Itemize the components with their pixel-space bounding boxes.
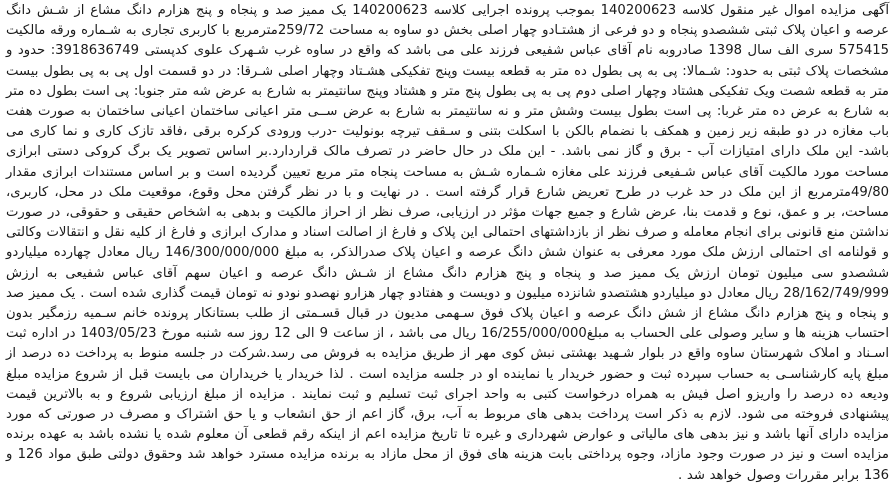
auction-notice-text: آگهی مزایده اموال غیر منقول کلاسه 140200623 بموجب پرونده اجرایی کلاسه 140200623 یک ممیز صد و پنجاه و پنج هزارم دانگ مشاع از شـش دانگ عرصه و اعیان پلاک ثبتی ششصدو پنجاه و دو فرعی از هشتـادو چهار اصلی بخش دو ساوه به مساحت 259/72مترمربع با کاربری تجاری به شـماره ورقه مالکیت 575415 سری الف سال 1398 صادروبه نام آقای عباس شفیعی فرزند علی می باشد که واقع در ساوه غرب شـهرک علوی کدپستی 3918636749: حدود و مشخصات پلاک ثبتی به حدود: شـمالا: پی به پی بطول ده متر به قطعه بیست وپنج تفکیکی هشـتاد وچهار اصلی شـرقا: در دو قسمت اول پی به پی بطول بیست متر به قطعه شصت ویک تفکیکی هشتاد وچهار اصلی دوم پی به پی بطول پنج متر و هشتاد وپنج سانتیمتر به شارع به عرض شه متر جنوبا: پی است بطول ده متر به شارع به عرض ده متر غربا: پی است بطول بیست وشش متر و نه سانتیمتر به شارع به عرض ســی متر اعیانی ساختمان اعیانی ساختمان به صورت هفت باب مغازه در دو طبقه زیر زمین و همکف با نضمام بالکن با اسکلت بتنی و سـقف تیرچه بونولیت -درب ورودی کرکره برقی ،فاقد تازک کاری و نما کاری می باشد- این ملک دارای امتیازات آب - برق و گاز نمی باشد. - این ملک در حال حاضر در تصرف مالک قراردارد.بر اساس تصویر یک برگ کروکی دستی ابرازی مساحت مورد مالکیت آقای عباس شـفیعی فرزند علی مغازه شـماره شـش به مساحت پنجاه متر مربع تعیین گردیده است و بر اساس مستندات ابرازی مقدار 49/80مترمربع از این ملک در حد غرب در طرح تعریض شارع قرار گرفته است . در نهایت و با در نظر گرفتن محل وقوع، موقعیت ملک در محل، کاربری، مساحت، بر و عمق، نوع و قدمت بنا، عرض شارع و جمیع جهات مؤثر در ارزیابی، صرف نظر از احراز مالکیت و بدهی به اشخاص حقیقی و حقوقی، در صورت نداشتن منع قانونی برای انجام معامله و صرف نظر از بازداشتهای احتمالی این پلاک و فارغ از اصالت اسناد و مدارک ابرازی و فارغ از کلیه نقل و انتقالات وکالتی و قولنامه ای احتمالی ارزش ملک مورد معرفی به عنوان شش دانگ عرصه و اعیان پلاک صدرالذکر، به مبلغ 146/300/000/000 ریال معادل چهارده میلیاردو ششصدو سی میلیون تومان ارزش یک ممیز صد و پنجاه و پنج هزارم دانگ مشاع از شـش دانگ عرصه و اعیان سهم آقای عباس شفیعی به ارزش 28/162/749/999 ریال معادل دو میلیاردو هشتصدو شانزده میلیون و دویست و هفتادو چهار هزارو نهصدو نودو نه تومان قیمت گذاری شده است . یک ممیز صد و پنجاه و پنج هزارم دانگ مشاع از شش دانگ عرصه و اعیان پلاک فوق سـهمی مدیون در قبال قسـمتی از طلب بستانکار پرونده خانم سـمیه رزمگیر بدون احتساب هزینه ها و سایر وصولی علی الحساب به مبلغ16/255/000/000 ریال می باشد ، از ساعت 9 الی 12 روز سه شنبه مورخ 1403/05/23 در اداره ثبت اسـناد و املاک شهرستان ساوه واقع در بلوار شـهید بهشتی نبش کوی مهر از طریق مزایده به فروش می رسد.شرکت در جلسه منوط به پرداخت ده درصد از مبلغ پایه کارشناسـی به حساب سپرده ثبت و حضور خریدار یا نماینده او در جلسه مزایده است . لذا خریدار یا خریداران می بایست قبل از شروع مزایده مبلغ ودیعه ده درصد را واریزو اصل فیش به همراه درخواست کتبی به واحد اجرای ثبت تسلیم و ثبت نمایند . مزایده از مبلغ ارزیابی شروع و به بالاترین قیمت پیشنهادی فروخته می شود. لازم به ذکر است پرداخت بدهی های مربوط به آب، برق، گاز اعم از حق انشعاب و یا حق اشتراک و مصرف در صورتی که مورد مزایده دارای آنها باشد و نیز بدهی های مالیاتی و عوارض شهرداری و غیره تا تاریخ مزایده اعم از اینکه رقم قطعی آن معلوم شده یا نشده باشد به عهده برنده مزایده است و نیز در صورت وجود مازاد، وجوه پرداختی بابت هزینه های فوق از محل مازاد به برنده مزایده مسترد خواهد شد وحقوق دولتی طبق مواد 126 و 136 برابر مقررات وصول خواهد شد . bbox=[6, 3, 890, 483]
